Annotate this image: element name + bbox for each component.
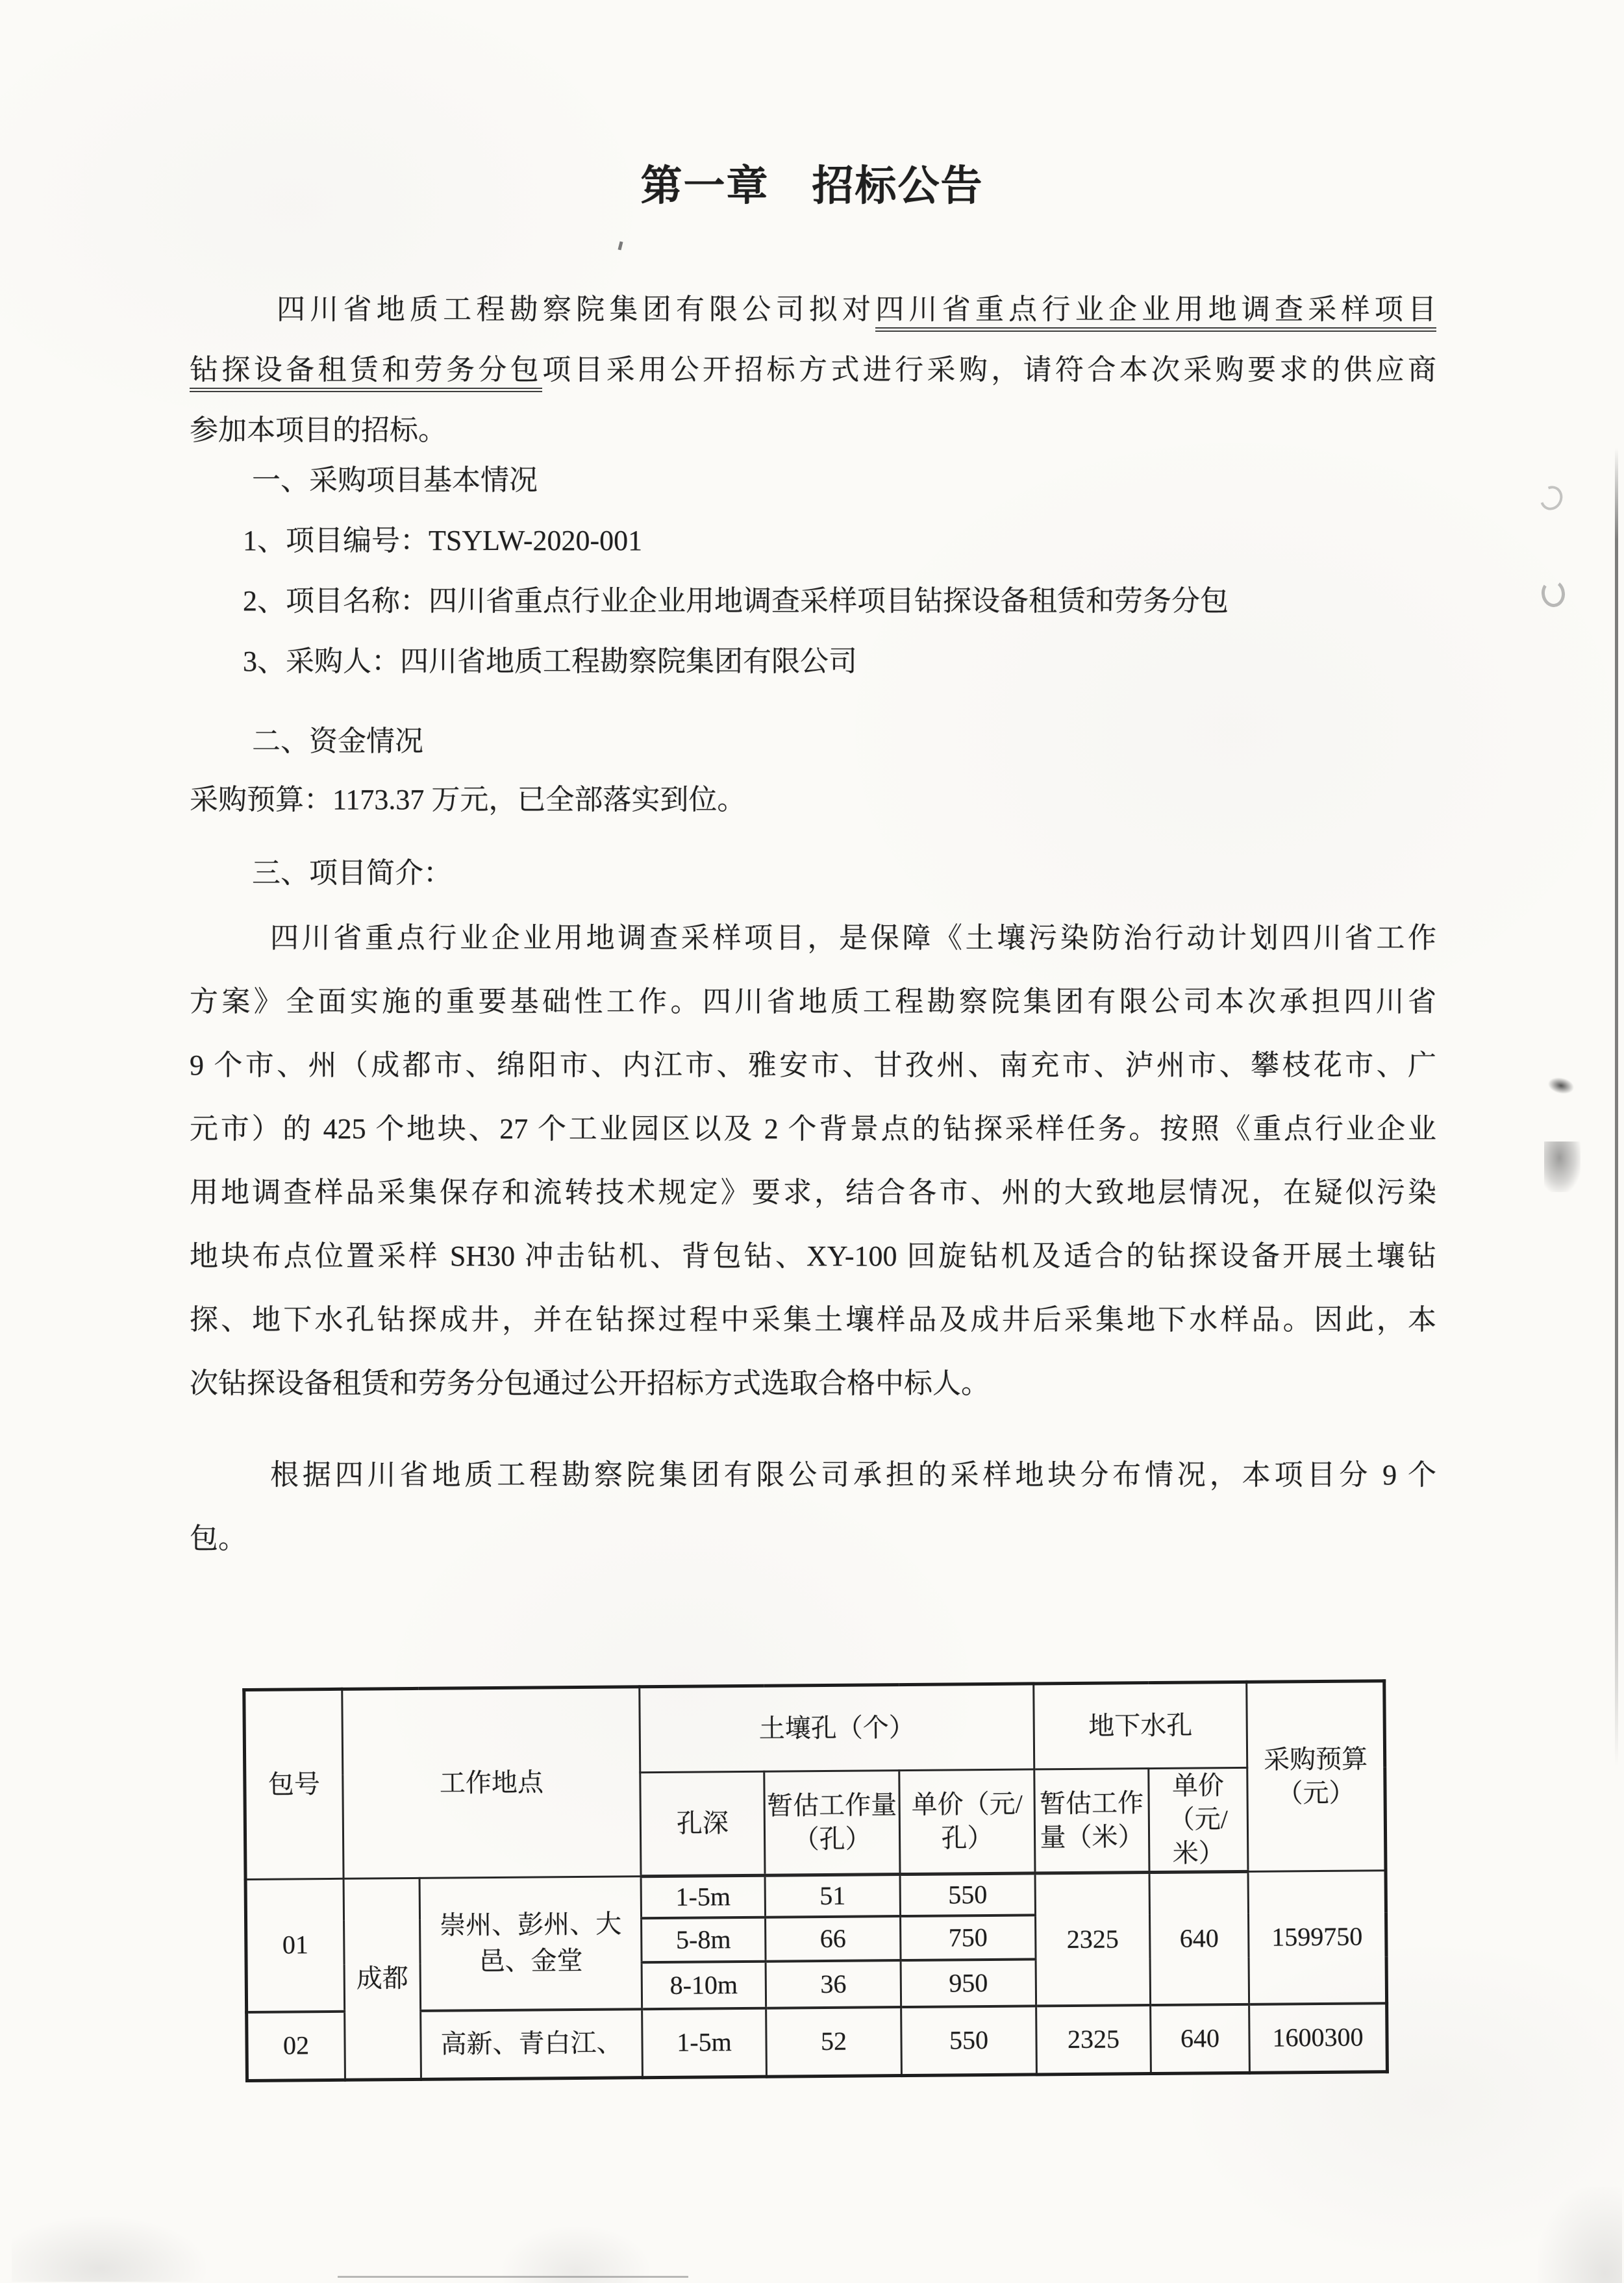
cell-soil-qty: 51: [765, 1875, 900, 1917]
scan-ink-smudge: [1544, 1142, 1580, 1192]
cell-water-qty-01: 2325: [1035, 1873, 1151, 2006]
cell-location-02: 高新、青白江、: [421, 2009, 643, 2080]
scan-ink-mark: [1547, 1075, 1575, 1096]
section-project-brief: [190, 843, 1436, 903]
scan-staple-mark: [1540, 579, 1566, 609]
scan-staple-mark: [1536, 482, 1567, 514]
cell-soil-price: 750: [901, 1915, 1036, 1960]
brief-line: 方案》全面实施的重要基础性工作。四川省地质工程勘察院集团有限公司本次承担四川省: [190, 986, 1436, 1017]
intro-line-1-text: 四川省地质工程勘察院集团有限公司拟对: [277, 293, 876, 325]
brief-line: 9 个市、州（成都市、绵阳市、内江市、雅安市、甘孜州、南充市、泸州市、攀枝花市、广: [190, 1049, 1436, 1081]
project-number: 1、项目编号：TSYLW-2020-001: [243, 525, 643, 556]
brief-line: 地块布点位置采样 SH30 冲击钻机、背包钻、XY-100 回旋钻机及适合的钻探设备开展土壤钻: [190, 1240, 1436, 1272]
section-funding: [190, 712, 1436, 829]
header-work-location: 工作地点: [342, 1687, 641, 1879]
cell-depth: 1-5m: [642, 2008, 767, 2077]
section2-heading: 二、资金情况: [252, 725, 423, 757]
intro-line-3: 参加本项目的招标。: [190, 414, 447, 446]
cell-water-price-01: 640: [1149, 1871, 1249, 2004]
cell-location-01: 崇州、彭州、大邑、金堂: [419, 1877, 642, 2011]
header-soil-estimated-workload: 暂估工作量（孔）: [764, 1771, 900, 1876]
intro-line-1: [190, 279, 1436, 340]
scan-bottom-line: [338, 2276, 688, 2278]
intro-line-2: [190, 340, 1436, 400]
scan-speck: [618, 242, 623, 251]
package-line: 包。: [190, 1523, 247, 1554]
header-group-groundwater-holes: 地下水孔: [1034, 1682, 1247, 1769]
cell-soil-price: 550: [900, 1873, 1035, 1916]
scan-page-edge-shadow: [1615, 448, 1618, 1766]
cell-budget-01: 1599750: [1248, 1871, 1387, 2004]
header-hole-depth: 孔深: [640, 1771, 765, 1876]
section3-heading: 三、项目简介：: [252, 857, 452, 889]
budget-statement: 采购预算：1173.37 万元，已全部落实到位。: [190, 784, 746, 816]
header-budget: 采购预算（元）: [1247, 1681, 1386, 1872]
intro-line-2-text: 项目采用公开招标方式进行采购，请符合本次采购要求的供应商: [542, 354, 1437, 386]
cell-package-02: 02: [247, 2011, 345, 2080]
section1-heading: 一、采购项目基本情况: [252, 464, 538, 496]
cell-soil-qty: 66: [766, 1916, 901, 1962]
cell-soil-qty: 36: [766, 1960, 901, 2008]
cell-depth: 8-10m: [642, 1961, 766, 2008]
page-title: 第一章 招标公告: [640, 163, 984, 209]
brief-line: 元市）的 425 个地块、27 个工业园区以及 2 个背景点的钻探采样任务。按照《重点行业企业: [190, 1113, 1436, 1145]
header-water-estimated-workload: 暂估工作量（米）: [1034, 1769, 1149, 1873]
cell-depth: 5-8m: [642, 1917, 766, 1962]
cell-budget-02: 1600300: [1249, 2003, 1388, 2073]
cell-city-chengdu: 成都: [344, 1878, 421, 2080]
scan-bottom-smudge: [12, 2217, 206, 2282]
scan-bottom-smudge: [1538, 2187, 1622, 2283]
section-basic-info: [190, 450, 1436, 692]
header-soil-unit-price: 单价（元/孔）: [899, 1769, 1035, 1875]
cell-water-price-02: 640: [1151, 2004, 1250, 2073]
project-brief-paragraph: [190, 906, 1436, 1416]
brief-line: 探、地下水孔钻探成井，并在钻探过程中采集土壤样品及成井后采集地下水样品。因此，本: [190, 1304, 1436, 1336]
cell-soil-price: 550: [901, 2006, 1037, 2076]
package-table: [242, 1679, 1389, 2082]
purchaser: 3、采购人：四川省地质工程勘察院集团有限公司: [243, 645, 857, 677]
brief-line: 用地调查样品采集保存和流转技术规定》要求，结合各市、州的大致地层情况，在疑似污染: [190, 1177, 1436, 1208]
cell-soil-price: 950: [901, 1959, 1036, 2007]
cell-depth: 1-5m: [641, 1875, 765, 1917]
cell-package-01: 01: [245, 1878, 345, 2012]
header-group-soil-holes: 土壤孔（个）: [640, 1684, 1034, 1773]
header-package-no: 包号: [244, 1689, 344, 1879]
intro-line-2-underlined: 钻探设备租赁和劳务分包: [190, 354, 542, 392]
project-name: 2、项目名称：四川省重点行业企业用地调查采样项目钻探设备租赁和劳务分包: [243, 585, 1229, 617]
package-split-paragraph: [190, 1443, 1436, 1571]
cell-water-qty-02: 2325: [1036, 2005, 1151, 2075]
brief-line: 次钻探设备租赁和劳务分包通过公开招标方式选取合格中标人。: [190, 1367, 990, 1399]
brief-line: 四川省重点行业企业用地调查采样项目，是保障《土壤污染防治行动计划四川省工作: [270, 922, 1436, 954]
header-water-unit-price: 单价（元/米）: [1149, 1767, 1248, 1872]
scan-bottom-smudge: [501, 2226, 651, 2283]
intro-line-1-underlined: 四川省重点行业企业用地调查采样项目: [875, 293, 1436, 332]
cell-soil-qty: 52: [766, 2007, 902, 2077]
package-table-container: [242, 1679, 1389, 2082]
intro-paragraph: [190, 279, 1436, 460]
package-line: 根据四川省地质工程勘察院集团有限公司承担的采样地块分布情况，本项目分 9 个: [270, 1459, 1436, 1491]
